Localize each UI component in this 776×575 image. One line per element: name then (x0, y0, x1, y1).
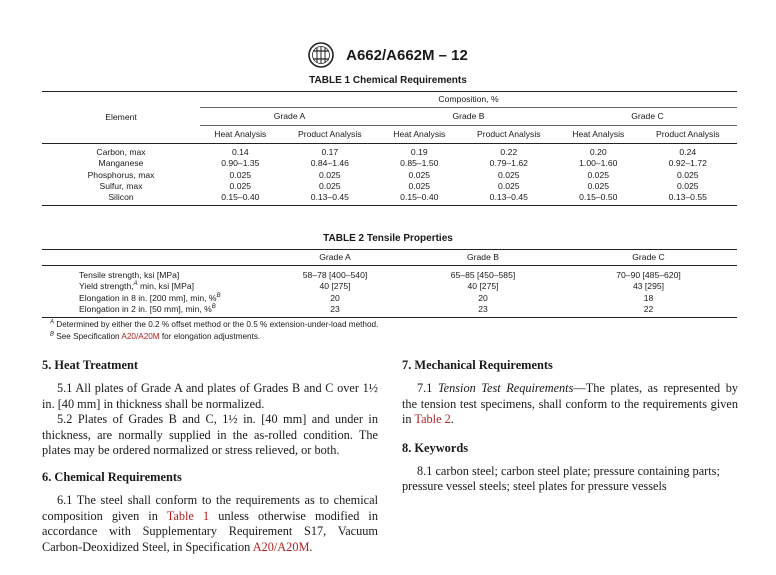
analysis-header: Product Analysis (460, 126, 558, 144)
table-cell: 0.025 (408, 180, 431, 191)
table-cell: 0.025 (587, 169, 610, 180)
table-cell: 0.025 (319, 169, 341, 180)
table-row (42, 170, 737, 181)
table-cell: 0.025 (677, 169, 699, 180)
row-label: Carbon, max (96, 147, 146, 157)
section-7-heading: 7. Mechanical Requirements (402, 358, 553, 372)
right-column (402, 357, 738, 495)
link-table-2[interactable]: Table 2 (414, 412, 451, 427)
table-cell: 43 [295] (632, 281, 665, 292)
analysis-header: Heat Analysis (379, 126, 460, 144)
table-cell: 0.79–1.62 (489, 158, 528, 169)
section-5-heading: 5. Heat Treatment (42, 358, 139, 372)
link-a20-a20m[interactable]: A20/A20M (252, 539, 310, 554)
table-cell: 0.92–1.72 (668, 158, 707, 169)
table-cell: 0.025 (229, 169, 252, 180)
footnote-b: $^B$ See Specification A20/A20M for elongation adjustments. (50, 331, 261, 341)
grade-b-header: Grade B (406, 250, 560, 266)
footnote-a: $^A$ Determined by either the 0.2 % offset method or the 0.5 % extension-under-load method. (50, 319, 379, 329)
analysis-header: Product Analysis (639, 126, 737, 144)
left-column (42, 357, 378, 555)
grade-a-header: Grade A (264, 250, 406, 266)
table-cell: 0.19 (410, 147, 428, 157)
table-cell: 0.025 (498, 180, 520, 191)
table-row (42, 304, 737, 318)
table-cell: 22 (560, 304, 737, 318)
row-label: Silicon (42, 192, 200, 206)
table-cell: 20 (330, 292, 340, 303)
table-cell: 0.13–0.45 (281, 192, 379, 206)
table-cell: 0.025 (587, 180, 610, 191)
section-6-heading: 6. Chemical Requirements (42, 469, 182, 484)
table-cell: 65–85 [450–585] (450, 270, 516, 280)
footnote-mark: A (133, 281, 138, 288)
footnote-mark: B (211, 304, 216, 311)
table-row (42, 293, 737, 304)
table-row (42, 192, 737, 206)
paragraph-5-2: 5.2 Plates of Grades B and C, 1½ in. [40 mm] and under in thickness, are normally supplied in the as-rolled condition. The plates may be ordered normalized or stress relieved, or both. (42, 412, 378, 458)
table-cell: 0.90–1.35 (221, 158, 260, 169)
paragraph-5-1: 5.1 All plates of Grade A and plates of Grades B and C over 1½ in. [40 mm] in thickness shall be normalized. (42, 381, 378, 411)
chemical-requirements-table (42, 91, 737, 206)
analysis-header: Product Analysis (281, 126, 379, 144)
table-cell: 40 [275] (467, 281, 499, 292)
table-cell: 20 (478, 292, 488, 303)
row-label: Yield strength,$^A$ min, ksi [MPa] (79, 281, 194, 292)
row-label: Manganese (98, 158, 144, 169)
table-cell: 0.14 (231, 147, 249, 157)
table-cell: 1.00–1.60 (579, 158, 618, 169)
table-cell: 70–90 [485–620] (616, 270, 681, 280)
link-table-1[interactable]: Table 1 (166, 508, 210, 523)
table-row (42, 266, 737, 282)
table2-caption: TABLE 2 Tensile Properties (323, 233, 453, 244)
element-header: Element (42, 92, 200, 144)
row-label: Phosphorus, max (87, 169, 155, 180)
table-cell: 58–78 [400–540] (302, 270, 368, 280)
table-cell: 0.025 (229, 180, 252, 191)
document-designation: A662/A662M – 12 (346, 46, 468, 64)
table-cell: 0.025 (319, 180, 341, 191)
table-cell: 0.84–1.46 (310, 158, 349, 169)
table-row (42, 281, 737, 292)
paragraph-7-1: 7.1 Tension Test Requirements—The plates, as represented by the tension test specimens, shall conform to the requirements given in Table 2. (402, 381, 738, 427)
row-label: Sulfur, max (99, 180, 143, 191)
paragraph-8-1: 8.1 carbon steel; carbon steel plate; pressure containing parts; pressure vessel steels; steel plates for pressure vessels (402, 463, 720, 494)
composition-header: Composition, % (200, 92, 737, 108)
table-cell: 0.025 (498, 169, 520, 180)
table-cell: 0.15–0.50 (558, 192, 639, 206)
paragraph-6-1: 6.1 The steel shall conform to the requirements as to chemical composition given in Table 1 unless otherwise modified in accordance with Supplementary Requirement S17, Vacuum Carbon-Deoxidized Steel, in Specification A20/A20M. (42, 492, 379, 554)
astm-logo-icon (308, 42, 334, 68)
table-cell: 23 (264, 304, 406, 318)
analysis-header: Heat Analysis (200, 126, 281, 144)
table-cell: 0.20 (589, 147, 607, 157)
table-row (42, 144, 737, 159)
grade-b-header: Grade B (379, 108, 558, 126)
analysis-header: Heat Analysis (558, 126, 639, 144)
row-label: Elongation in 2 in. [50 mm], min, %$^B$ (42, 304, 264, 318)
table-cell: 0.13–0.55 (639, 192, 737, 206)
grade-c-header: Grade C (560, 250, 737, 266)
table-row (42, 158, 737, 169)
row-label: Elongation in 8 in. [200 mm], min, %$^B$ (79, 292, 221, 303)
table-cell: 40 [275] (319, 281, 351, 292)
grade-a-header: Grade A (200, 108, 379, 126)
document-header (0, 42, 776, 68)
footnote-mark: B (216, 292, 221, 299)
table-cell: 18 (643, 292, 654, 303)
table-cell: 0.15–0.40 (379, 192, 460, 206)
table-cell: 0.24 (679, 147, 697, 157)
table-cell: 0.22 (500, 147, 518, 157)
row-label: Tensile strength, ksi [MPa] (79, 270, 180, 280)
link-a20-a20m[interactable]: A20/A20M (121, 332, 160, 341)
table-cell: 0.85–1.50 (400, 158, 439, 169)
table-row (42, 181, 737, 192)
tensile-properties-table (42, 249, 737, 318)
table-cell: 0.025 (677, 180, 699, 191)
section-8-heading: 8. Keywords (402, 440, 469, 455)
table-cell: 0.17 (321, 147, 339, 157)
table-cell: 0.13–0.45 (460, 192, 558, 206)
grade-c-header: Grade C (558, 108, 737, 126)
table-cell: 0.025 (408, 169, 431, 180)
table1-caption: TABLE 1 Chemical Requirements (309, 75, 467, 86)
table-cell: 23 (406, 304, 560, 318)
table-cell: 0.15–0.40 (200, 192, 281, 206)
